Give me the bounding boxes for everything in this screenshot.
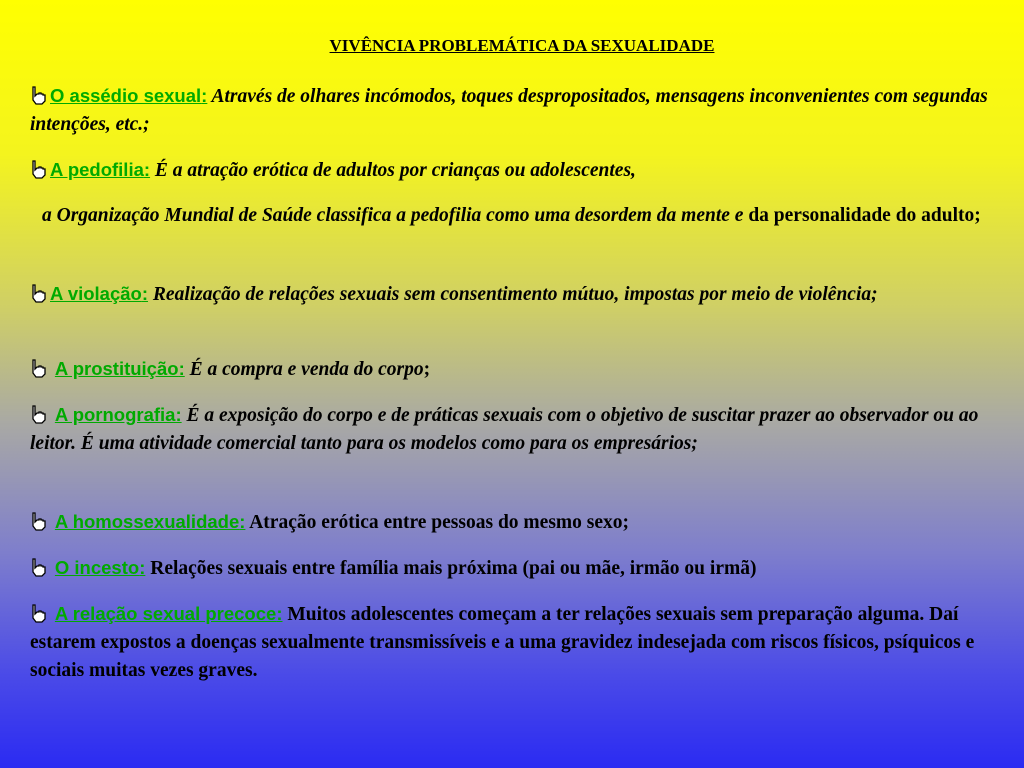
term-label: A relação sexual precoce (54, 603, 277, 624)
term-label: O assédio sexual (50, 85, 202, 106)
pointing-hand-icon (30, 511, 48, 531)
pointing-hand-icon (30, 557, 48, 577)
pointing-hand-icon (30, 159, 48, 179)
item-text: É a atração erótica de adultos por crianças ou adolescentes, (150, 160, 636, 181)
item-text-upright: da personalidade do adulto; (748, 205, 981, 226)
pointing-hand-icon (30, 404, 48, 424)
item-text: Através de olhares incómodos, toques despropositados, mensagens inconvenientes com segundas intenções, etc.; (30, 86, 988, 135)
item-text: Realização de relações sexuais sem consentimento mútuo, impostas por meio de violência; (148, 284, 878, 305)
term-label: A violação (50, 283, 142, 304)
pointing-hand-icon (30, 603, 48, 623)
pointing-hand-icon (30, 283, 48, 303)
item-text: Muitos adolescentes começam a ter relações sexuais sem preparação alguma. Daí estarem expostos a doenças sexualmente transmissíveis e a uma gravidez indesejada com riscos físicos, psíquicos e sociais muitas vezes graves. (30, 604, 975, 681)
item-pedofilia-continuation (30, 202, 1010, 230)
term-label: A pedofilia (50, 159, 144, 180)
pointing-hand-icon (30, 85, 48, 105)
item-violacao: A violação: Realização de relações sexuais sem consentimento mútuo, impostas por meio de violência; (30, 280, 1010, 309)
term-label: A prostituição (54, 358, 179, 379)
term-label: A homossexualidade (54, 511, 240, 532)
item-text: É a compra e venda do corpo (184, 359, 424, 380)
item-pedofilia: A pedofilia: É a atração erótica de adultos por crianças ou adolescentes, (30, 156, 1010, 185)
slide-title: VIVÊNCIA PROBLEMÁTICA DA SEXUALIDADE (329, 36, 715, 55)
item-text: É a exposição do corpo e de práticas sexuais com o objetivo de suscitar prazer ao observador ou ao leitor. É uma atividade comercial tanto para os modelos como para os empresários; (30, 405, 979, 454)
pointing-hand-icon (30, 358, 48, 378)
item-text: a Organização Mundial de Saúde classifica a pedofilia como uma desordem da mente e (42, 205, 749, 226)
item-incesto: O incesto: Relações sexuais entre família mais próxima (pai ou mãe, irmão ou irmã) (30, 554, 1010, 583)
item-text: Atração erótica entre pessoas do mesmo sexo; (245, 512, 630, 533)
item-text: Relações sexuais entre família mais próxima (pai ou mãe, irmão ou irmã) (145, 558, 757, 579)
term-label: O incesto (54, 557, 140, 578)
term-label: A pornografia (54, 404, 176, 425)
item-prostituicao: A prostituição: É a compra e venda do corpo; (30, 355, 1010, 384)
item-homossexualidade: A homossexualidade: Atração erótica entre pessoas do mesmo sexo; (30, 508, 1010, 537)
item-assedio: O assédio sexual: Através de olhares incómodos, toques despropositados, mensagens inconvenientes com segundas intenções, etc.; (30, 85, 988, 135)
item-pornografia: A pornografia: É a exposição do corpo e de práticas sexuais com o objetivo de suscitar prazer ao observador ou ao leitor. É uma atividade comercial tanto para os modelos como para os empresários; (30, 404, 979, 454)
item-relacao-precoce: A relação sexual precoce: Muitos adolescentes começam a ter relações sexuais sem preparação alguma. Daí estarem expostos a doenças sexualmente transmissíveis e a uma gravidez indesejada com riscos físicos, psíquicos e sociais muitas vezes graves. (30, 603, 975, 681)
